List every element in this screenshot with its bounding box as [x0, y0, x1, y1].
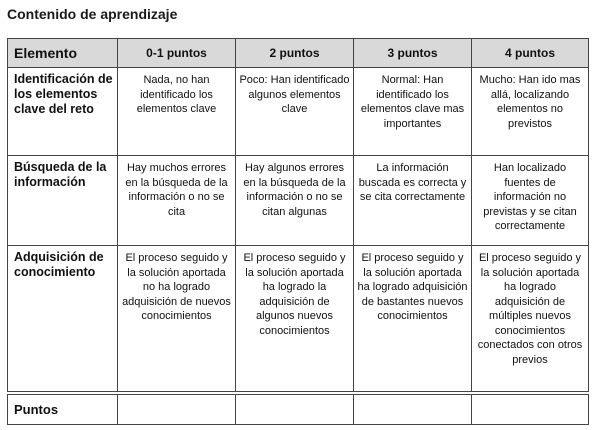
- header-2-puntos: 2 puntos: [236, 39, 354, 68]
- table-cell: Poco: Han identificado algunos elementos clave: [236, 68, 354, 156]
- table-cell: Hay muchos errores en la búsqueda de la información o no se cita: [118, 156, 236, 246]
- table-cell: Normal: Han identificado los elementos clave mas importantes: [354, 68, 472, 156]
- table-cell: El proceso seguido y la solución aportada ha logrado adquisición de múltiples nuevos conocimientos conectados con otros previos: [472, 246, 589, 392]
- table-cell: Nada, no han identificado los elementos clave: [118, 68, 236, 156]
- page-title: Contenido de aprendizaje: [7, 6, 178, 22]
- table-cell: El proceso seguido y la solución aportada ha logrado adquisición de bastantes nuevos conocimientos: [354, 246, 472, 392]
- header-4-puntos: 4 puntos: [472, 39, 589, 68]
- row-label: Identificación de los elementos clave del reto: [8, 68, 118, 156]
- header-elemento: Elemento: [8, 39, 118, 68]
- footer-row: [8, 395, 589, 425]
- footer-label: Puntos: [8, 395, 118, 425]
- row-label: Adquisición de conocimiento: [8, 246, 118, 392]
- rubric-table: [7, 38, 589, 425]
- header-0-1-puntos: 0-1 puntos: [118, 39, 236, 68]
- row-label: Búsqueda de la información: [8, 156, 118, 246]
- table-cell: El proceso seguido y la solución aportada ha logrado la adquisición de algunos nuevos conocimientos: [236, 246, 354, 392]
- table-cell: Mucho: Han ido mas allá, localizando elementos no previstos: [472, 68, 589, 156]
- table-row: [8, 246, 589, 392]
- table-row: [8, 68, 589, 156]
- table-cell: La información buscada es correcta y se cita correctamente: [354, 156, 472, 246]
- table-row: [8, 156, 589, 246]
- points-cell[interactable]: [354, 395, 472, 425]
- header-3-puntos: 3 puntos: [354, 39, 472, 68]
- table-cell: Han localizado fuentes de información no previstas y se citan correctamente: [472, 156, 589, 246]
- points-cell[interactable]: [118, 395, 236, 425]
- points-cell[interactable]: [472, 395, 589, 425]
- header-row: [8, 39, 589, 68]
- points-cell[interactable]: [236, 395, 354, 425]
- table-cell: Hay algunos errores en la búsqueda de la información o no se citan algunas: [236, 156, 354, 246]
- table-cell: El proceso seguido y la solución aportada no ha logrado adquisición de nuevos conocimientos: [118, 246, 236, 392]
